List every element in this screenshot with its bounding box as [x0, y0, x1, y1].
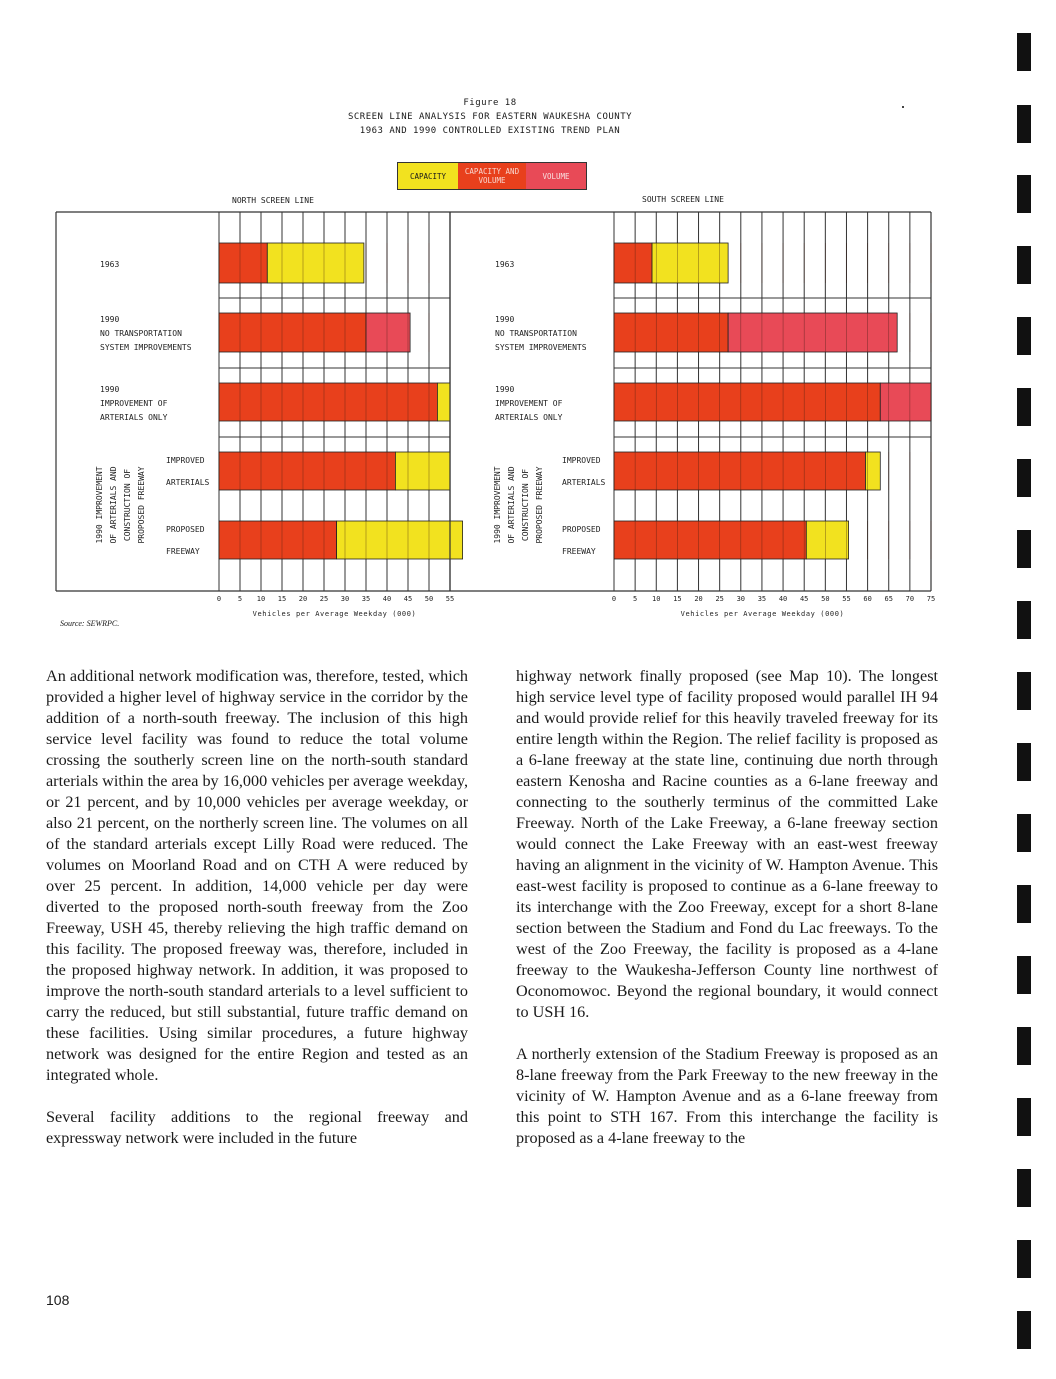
- north-tick-label: 55: [445, 595, 455, 603]
- binding-tab: [1017, 601, 1031, 639]
- south-vertical-label: OF ARTERIALS AND: [507, 466, 516, 544]
- south-tick-label: 5: [633, 595, 638, 603]
- south-bar-capacity-and-volume: [614, 452, 865, 490]
- south-tick-label: 25: [715, 595, 724, 603]
- south-bar-volume: [880, 383, 931, 421]
- binding-tab: [1017, 743, 1031, 781]
- south-label-improved: IMPROVED: [562, 456, 601, 465]
- north-label-freeway: FREEWAY: [166, 547, 200, 556]
- binding-tab: [1017, 1311, 1031, 1349]
- south-tick-label: 35: [757, 595, 767, 603]
- north-tick-label: 20: [298, 595, 308, 603]
- south-label-freeway: FREEWAY: [562, 547, 596, 556]
- south-tick-label: 50: [821, 595, 830, 603]
- north-vertical-label: OF ARTERIALS AND: [109, 466, 118, 544]
- page-number: 108: [46, 1292, 70, 1308]
- binding-tab: [1017, 459, 1031, 497]
- legend-capacity: CAPACITY: [398, 163, 458, 189]
- south-tick-label: 40: [778, 595, 788, 603]
- binding-tab: [1017, 885, 1031, 923]
- north-label-proposed: PROPOSED: [166, 525, 205, 534]
- north-row-label-1990: 1990: [100, 315, 120, 324]
- south-row-label-system-improvements: SYSTEM IMPROVEMENTS: [495, 343, 587, 352]
- south-label-proposed: PROPOSED: [562, 525, 601, 534]
- south-bar-capacity-and-volume: [614, 243, 652, 283]
- binding-tab: [1017, 1098, 1031, 1136]
- north-tick-label: 25: [319, 595, 329, 603]
- north-tick-label: 30: [340, 595, 350, 603]
- binding-tab: [1017, 105, 1031, 143]
- north-chart-title: NORTH SCREEN LINE: [232, 196, 314, 205]
- south-row-label-1963: 1963: [495, 260, 515, 269]
- south-bar-capacity-and-volume: [614, 521, 806, 559]
- binding-tab: [1017, 1027, 1031, 1065]
- south-tick-label: 15: [673, 595, 682, 603]
- binding-tab: [1017, 1169, 1031, 1207]
- south-chart-title: SOUTH SCREEN LINE: [642, 195, 724, 204]
- north-bar-capacity: [337, 521, 463, 559]
- north-tick-label: 45: [403, 595, 413, 603]
- south-row-label-improvement-of: IMPROVEMENT OF: [495, 399, 563, 408]
- binding-tab: [1017, 388, 1031, 426]
- south-tick-label: 60: [863, 595, 872, 603]
- north-vertical-label: CONSTRUCTION OF: [123, 468, 132, 542]
- north-bar-capacity-and-volume: [219, 383, 437, 421]
- north-x-axis-label: Vehicles per Average Weekday (000): [252, 610, 417, 618]
- source-note: Source: SEWRPC.: [60, 619, 120, 628]
- south-tick-label: 55: [842, 595, 851, 603]
- north-row-label-1963: 1963: [100, 260, 120, 269]
- north-tick-label: 15: [277, 595, 287, 603]
- south-vertical-label: PROPOSED FREEWAY: [535, 466, 544, 544]
- south-tick-label: 65: [884, 595, 893, 603]
- south-tick-label: 0: [611, 595, 617, 603]
- south-row-label-1990: 1990: [495, 385, 515, 394]
- binding-tab: [1017, 33, 1031, 71]
- north-tick-label: 5: [237, 595, 243, 603]
- figure-title-line2: 1963 AND 1990 CONTROLLED EXISTING TREND PLAN: [359, 126, 621, 136]
- north-row-label-system-improvements: SYSTEM IMPROVEMENTS: [100, 343, 192, 352]
- south-vertical-label: CONSTRUCTION OF: [521, 468, 530, 542]
- north-bar-volume: [366, 313, 410, 352]
- north-tick-label: 0: [216, 595, 222, 603]
- north-bar-capacity-and-volume: [219, 521, 337, 559]
- north-bar-capacity-and-volume: [219, 452, 395, 490]
- north-row-label-arterials-only: ARTERIALS ONLY: [100, 413, 168, 422]
- north-tick-label: 10: [256, 595, 266, 603]
- south-tick-label: 20: [694, 595, 703, 603]
- north-bar-capacity-and-volume: [219, 243, 267, 283]
- south-label-arterials: ARTERIALS: [562, 478, 606, 487]
- north-bar-capacity: [437, 383, 450, 421]
- south-tick-label: 30: [736, 595, 746, 603]
- binding-tab: [1017, 672, 1031, 710]
- south-bar-capacity: [652, 243, 728, 283]
- right-paragraph-1: highway network finally proposed (see Map 10). The longest high service level type of facility proposed would parallel IH 94 and would provide relief for this heavily traveled freeway for its entire length within the Region. The relief facility is proposed as a 6-lane freeway at the state line, continuing due north through eastern Kenosha and Racine counties as a 6-lane freeway and connecting to the southerly terminus of the committed Lake Freeway. North of the Lake Freeway, a 6-lane freeway section would connect the Lake Freeway with an east-west freeway having an alignment in the vicinity of W. Hampton Avenue. This east-west facility is proposed to continue as a 6-lane freeway to its interchange with the Zoo Freeway, except for a short 8-lane section between the Stadium and Fond du Lac freeways. To the west of the Zoo Freeway, the facility is proposed as a 4-lane freeway to the Waukesha-Jefferson County line northwest of Oconomowoc. Beyond the regional boundary, it would connect to USH 16.: [516, 667, 938, 1021]
- south-row-label-no-transportation: NO TRANSPORTATION: [495, 329, 577, 338]
- north-bar-capacity: [395, 452, 450, 490]
- south-bar-capacity: [806, 521, 848, 559]
- right-column: [516, 666, 938, 1170]
- south-bar-capacity-and-volume: [614, 313, 728, 352]
- figure-title-line1: SCREEN LINE ANALYSIS FOR EASTERN WAUKESHA COUNTY: [347, 112, 633, 122]
- south-tick-label: 70: [905, 595, 915, 603]
- right-paragraph-2: A northerly extension of the Stadium Freeway is proposed as an 8-lane freeway from the Park Freeway to the new freeway in the vicinity of W. Hampton Avenue and as a 6-lane freeway from this point to STH 167. From this interchange the facility is proposed as a 4-lane freeway to the: [516, 1045, 938, 1147]
- binding-tab: [1017, 175, 1031, 213]
- south-bar-capacity-and-volume: [614, 383, 880, 421]
- left-paragraph-2: Several facility additions to the regional freeway and expressway network were included in the future: [46, 1108, 468, 1147]
- south-tick-label: 75: [926, 595, 936, 603]
- legend-volume: VOLUME: [526, 163, 586, 189]
- legend-capacity-and-volume: CAPACITY AND VOLUME: [458, 163, 526, 189]
- south-tick-label: 10: [652, 595, 661, 603]
- left-paragraph-1: An additional network modification was, therefore, tested, which provided a higher level of highway service in the corridor by the addition of a north-south freeway. The inclusion of this high service level facility was found to reduce the total volume crossing the southerly screen line on the north-south standard arterials within the area by 16,000 vehicles per average weekday, or 21 percent, and by 10,000 vehicles per average weekday, or also 21 percent, on the northerly screen line. The volumes on all of the standard arterials except Lilly Road were reduced. The volumes on Moorland Road and on CTH A were reduced by over 25 percent. In addition, 14,000 vehicle per day were diverted to the proposed north-south freeway from the Zoo Freeway, USH 45, thereby relieving the high traffic demand on this facility. The proposed freeway was, therefore, included in the proposed highway network. In addition, it was proposed to improve the north-south standard arterials to a level sufficient to carry the reduced, but still substantial, future traffic demand on these facilities. Using similar procedures, a future highway network was designed for the entire Region and tested as an integrated whole.: [46, 667, 468, 1084]
- north-label-arterials: ARTERIALS: [166, 478, 210, 487]
- binding-tab: [1017, 1240, 1031, 1278]
- south-row-label-arterials-only: ARTERIALS ONLY: [495, 413, 563, 422]
- north-tick-label: 50: [424, 595, 434, 603]
- north-tick-label: 40: [382, 595, 392, 603]
- left-column: [46, 666, 468, 1170]
- figure-label: Figure 18: [463, 98, 517, 108]
- south-vertical-label: 1990 IMPROVEMENT: [493, 466, 502, 544]
- binding-tab: [1017, 246, 1031, 284]
- north-label-improved: IMPROVED: [166, 456, 205, 465]
- north-bar-capacity-and-volume: [219, 313, 366, 352]
- south-bar-volume: [728, 313, 897, 352]
- screen-line-chart: [0, 0, 1056, 640]
- north-row-label-improvement-of: IMPROVEMENT OF: [100, 399, 168, 408]
- north-row-label-no-transportation: NO TRANSPORTATION: [100, 329, 182, 338]
- binding-tab: [1017, 317, 1031, 355]
- south-tick-label: 45: [799, 595, 809, 603]
- north-tick-label: 35: [361, 595, 371, 603]
- binding-tab: [1017, 956, 1031, 994]
- south-row-label-1990: 1990: [495, 315, 515, 324]
- north-vertical-label: PROPOSED FREEWAY: [137, 466, 146, 544]
- binding-tab: [1017, 530, 1031, 568]
- south-x-axis-label: Vehicles per Average Weekday (000): [680, 610, 845, 618]
- north-row-label-1990: 1990: [100, 385, 120, 394]
- binding-tab: [1017, 814, 1031, 852]
- north-vertical-label: 1990 IMPROVEMENT: [95, 466, 104, 544]
